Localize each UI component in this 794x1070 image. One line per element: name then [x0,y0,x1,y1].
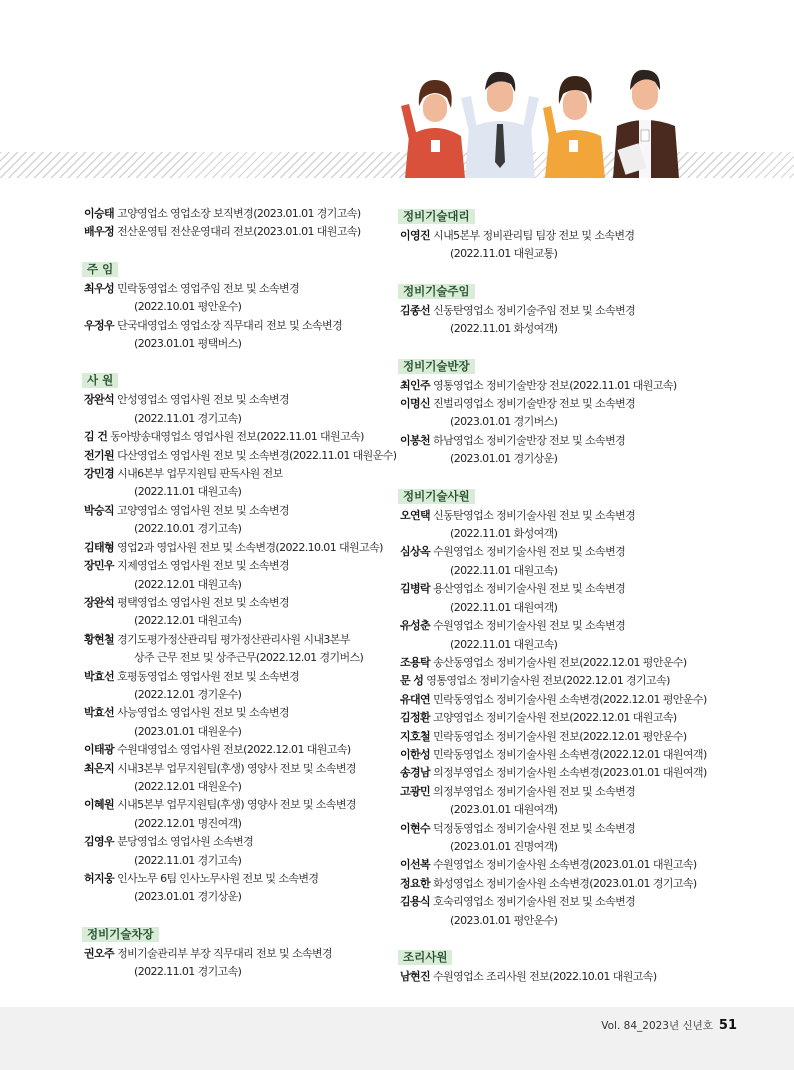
entry-detail: 정비기술관리부 부장 직무대리 전보 및 소속변경 [117,946,333,960]
entry [84,391,402,428]
page-bottom-band [0,1007,794,1070]
entry-detail: 송산동영업소 정비기술사원 전보(2022.12.01 평안운수) [433,655,687,669]
entry [84,796,402,833]
entry [400,227,718,264]
entry-name: 이선복 [400,858,431,872]
entry-detail-cont: (2022.11.01 화성여객) [450,527,558,541]
entry-detail-cont: (2022.12.01 대원고속) [134,614,242,628]
left-column [82,205,402,998]
section-heading: 주 임 [82,262,118,277]
entry-detail: 화성영업소 정비기술사원 소속변경(2023.01.01 경기고속) [433,876,697,890]
section-heading: 사 원 [82,373,118,388]
entry-detail: 하남영업소 정비기술반장 전보 및 소속변경 [433,433,626,447]
entry [400,746,718,764]
entry [84,205,402,223]
entry [84,502,402,539]
entry-detail: 민락동영업소 영업주임 전보 및 소속변경 [117,281,300,295]
entry [400,783,718,820]
entry-detail-cont: (2022.12.01 대원고속) [134,577,242,591]
entry-detail: 민락동영업소 정비기술사원 전보(2022.12.01 평안운수) [433,729,687,743]
entry-name: 김 건 [84,430,108,444]
entry-name: 김병락 [400,582,431,596]
entry-detail: 호숙리영업소 정비기술사원 전보 및 소속변경 [433,895,636,909]
entry [400,377,718,395]
entry-name: 우정우 [84,318,115,332]
entry-name: 이현수 [400,821,431,835]
entry-detail-cont: (2022.11.01 대원여객) [450,600,558,614]
entry-detail: 고양영업소 영업사원 전보 및 소속변경 [117,503,290,517]
entry [400,820,718,857]
entry-name: 최은지 [84,761,115,775]
entry-name: 권오주 [84,946,115,960]
entry [400,968,718,986]
entry-detail: 영업2과 영업사원 전보 및 소속변경(2022.10.01 대원고속) [117,540,383,554]
entry-name: 고광민 [400,784,431,798]
entry [84,428,402,446]
entry-detail: 지제영업소 영업사원 전보 및 소속변경 [117,559,290,573]
entry-detail-cont: (2023.01.01 평택버스) [134,337,242,351]
entry-detail-cont: (2023.01.01 경기상운) [450,452,558,466]
entry-detail: 다산영업소 영업사원 전보 및 소속변경(2022.11.01 대원운수) [117,448,397,462]
entry-detail-cont: (2022.10.01 경기고속) [134,522,242,536]
entry [84,317,402,354]
entry [400,893,718,930]
entry-detail-cont: (2023.01.01 대원운수) [134,724,242,738]
entry-name: 이태광 [84,743,115,757]
entry-detail: 영통영업소 정비기술반장 전보(2022.11.01 대원고속) [433,378,677,392]
entry-detail-cont: (2022.11.01 대원고속) [450,637,558,651]
entry-detail: 신동탄영업소 정비기술주임 전보 및 소속변경 [433,303,636,317]
entry-detail-cont: (2022.11.01 경기고속) [134,411,242,425]
entry-name: 이승태 [84,207,115,220]
entry-detail: 동아방송대영업소 영업사원 전보(2022.11.01 대원고속) [110,430,364,444]
entry [84,631,402,668]
entry-detail: 진벌리영업소 정비기술반장 전보 및 소속변경 [433,397,636,411]
entry-detail-cont: (2022.11.01 대원고속) [450,563,558,577]
entry-detail-cont: (2022.11.01 대원고속) [134,485,242,499]
section-heading: 조리사원 [398,950,452,965]
entry-detail: 고양영업소 영업소장 보직변경(2023.01.01 경기고속) [117,207,361,220]
entry [400,432,718,469]
entry [84,539,402,557]
entry-detail: 평택영업소 영업사원 전보 및 소속변경 [117,595,290,609]
entry-detail: 수원영업소 정비기술사원 전보 및 소속변경 [433,619,626,633]
section-block [82,205,402,242]
entry-name: 배우정 [84,225,115,239]
section-heading: 정비기술주임 [398,284,475,299]
entry-name: 지호철 [400,729,431,743]
entry [84,594,402,631]
page-footer [601,1018,737,1033]
entry-detail-cont: 상주 근무 전보 및 상주근무(2022.12.01 경기버스) [134,651,364,665]
entry-name: 송경남 [400,766,431,780]
entry-name: 남현진 [400,970,431,983]
entry [400,672,718,690]
section-heading: 정비기술차장 [82,927,159,942]
section-block [398,485,718,930]
entry-detail: 수원영업소 조리사원 전보(2022.10.01 대원고속) [433,970,657,983]
entry-name: 박승직 [84,503,115,517]
entry-detail-cont: (2022.11.01 대원교통) [450,247,558,261]
section-block [82,369,402,906]
entry [84,760,402,797]
entry-detail-cont: (2022.12.01 대원운수) [134,779,242,793]
entry-name: 유대연 [400,692,431,706]
section-block [398,946,718,986]
entry [84,465,402,502]
entry-name: 조용탁 [400,655,431,669]
entry [400,764,718,782]
entry-name: 강민경 [84,467,115,481]
entry-detail: 시내3본부 업무지원팀(후생) 영양사 전보 및 소속변경 [117,761,356,775]
entry [400,875,718,893]
entry-detail-cont: (2022.11.01 화성여객) [450,322,558,336]
page-number: 51 [718,1018,737,1033]
entry-name: 김정환 [400,711,431,725]
entry [400,617,718,654]
entry-detail: 의정부영업소 정비기술사원 소속변경(2023.01.01 대원여객) [433,766,707,780]
entry-name: 이혜원 [84,798,115,812]
section-heading: 정비기술사원 [398,489,475,504]
entry-detail-cont: (2023.01.01 경기상운) [134,890,242,904]
entry [400,302,718,339]
entry-name: 심상옥 [400,545,431,559]
entry-detail: 덕정동영업소 정비기술사원 전보 및 소속변경 [433,821,636,835]
entry-name: 문 성 [400,674,424,688]
entry [84,833,402,870]
entry-detail: 단국대영업소 영업소장 직무대리 전보 및 소속변경 [117,318,343,332]
entry-name: 황현철 [84,632,115,646]
entry-name: 김용식 [400,895,431,909]
entry [84,280,402,317]
entry-name: 최우성 [84,281,115,295]
section-block [82,258,402,354]
entry [84,223,402,241]
entry-detail: 민락동영업소 정비기술사원 소속변경(2022.12.01 평안운수) [433,692,707,706]
entry [84,704,402,741]
entry-detail: 고양영업소 정비기술사원 전보(2022.12.01 대원고속) [433,711,677,725]
entry-name: 이한성 [400,747,431,761]
entry [400,507,718,544]
entry-name: 김종선 [400,303,431,317]
entry-detail: 인사노무 6팀 인사노무사원 전보 및 소속변경 [117,872,319,885]
entry [84,557,402,594]
entry-detail: 시내5본부 정비관리팀 팀장 전보 및 소속변경 [433,229,635,242]
section-block [398,205,718,264]
entry-detail: 민락동영업소 정비기술사원 소속변경(2022.12.01 대원여객) [433,747,707,761]
entry-detail-cont: (2022.11.01 경기고속) [134,965,242,979]
entry-name: 허지웅 [84,872,115,885]
entry [84,668,402,705]
entry-detail-cont: (2023.01.01 경기버스) [450,415,558,429]
entry [400,395,718,432]
entry-detail: 호평동영업소 영업사원 전보 및 소속변경 [117,669,300,683]
man-brown-figure [613,70,679,178]
entry-name: 김태형 [84,540,115,554]
entry-name: 박효선 [84,669,115,683]
entry-detail: 시내5본부 업무지원팀(후생) 영양사 전보 및 소속변경 [117,798,356,812]
entry-detail: 안성영업소 영업사원 전보 및 소속변경 [117,393,290,407]
entry [400,580,718,617]
office-workers-illustration [395,66,695,178]
entry [84,870,402,907]
entry-name: 유성춘 [400,619,431,633]
man-white-shirt-figure [461,72,539,178]
entry [400,709,718,727]
entry-detail: 용산영업소 정비기술사원 전보 및 소속변경 [433,582,626,596]
entry-detail: 수원대영업소 영업사원 전보(2022.12.01 대원고속) [117,743,351,757]
entry-name: 정요한 [400,876,431,890]
entry-name: 장완석 [84,595,115,609]
entry [84,945,402,982]
entry-name: 장완석 [84,393,115,407]
entry-detail-cont: (2022.12.01 경기운수) [134,687,242,701]
section-block [82,923,402,982]
entry-detail: 수원영업소 정비기술사원 소속변경(2023.01.01 대원고속) [433,858,697,872]
entry-detail-cont: (2022.12.01 명진여객) [134,816,242,830]
entry-name: 최인주 [400,378,431,392]
entry [400,654,718,672]
entry-detail-cont: (2022.10.01 평안운수) [134,300,242,314]
entry-detail: 전산운영팀 전산운영대리 전보(2023.01.01 대원고속) [117,225,361,239]
entry-detail: 사능영업소 영업사원 전보 및 소속변경 [117,706,290,720]
entry [84,741,402,759]
right-column [398,205,718,1002]
section-block [398,280,718,339]
entry [400,856,718,874]
woman-red-figure [401,80,465,178]
section-heading: 정비기술대리 [398,209,475,224]
entry-detail: 수원영업소 정비기술사원 전보 및 소속변경 [433,545,626,559]
entry-detail: 의정부영업소 정비기술사원 전보 및 소속변경 [433,784,636,798]
entry-detail: 시내6본부 업무지원팀 판독사원 전보 [117,467,283,481]
woman-orange-figure [543,76,605,178]
entry-name: 오연택 [400,508,431,522]
entry-detail-cont: (2023.01.01 평안운수) [450,913,558,927]
section-heading: 정비기술반장 [398,359,475,374]
issue-label: Vol. 84_2023년 신년호 [601,1020,713,1032]
entry [84,447,402,465]
entry-name: 박효선 [84,706,115,720]
entry-detail: 분당영업소 영업사원 소속변경 [117,835,254,849]
entry-detail: 신동탄영업소 정비기술사원 전보 및 소속변경 [433,508,636,522]
entry-name: 김영우 [84,835,115,849]
entry-detail-cont: (2023.01.01 진명여객) [450,839,558,853]
entry-detail: 영통영업소 정비기술사원 전보(2022.12.01 경기고속) [426,674,670,688]
entry [400,543,718,580]
entry-detail-cont: (2023.01.01 대원여객) [450,803,558,817]
entry-name: 이명신 [400,397,431,411]
entry [400,728,718,746]
entry-name: 전기원 [84,448,115,462]
entry [400,691,718,709]
entry-name: 장민우 [84,559,115,573]
entry-detail: 경기도평가정산관리팀 평가정산관리사원 시내3본부 [117,632,350,646]
entry-name: 이봉천 [400,433,431,447]
section-block [398,355,718,469]
entry-name: 이영진 [400,229,431,242]
entry-detail-cont: (2022.11.01 경기고속) [134,853,242,867]
